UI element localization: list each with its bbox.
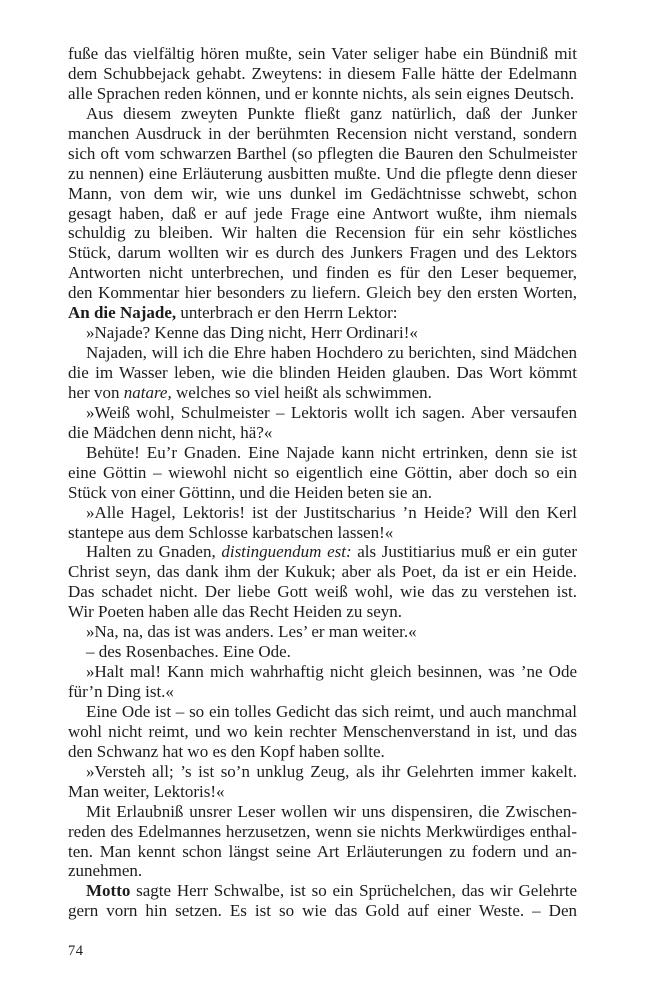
- text-line: [68, 283, 577, 303]
- text-segment: wohl nicht reimt, und wo kein rechter Menschenverstand in ist, und das: [68, 721, 577, 741]
- text-line: [68, 303, 577, 323]
- text-line: [68, 184, 577, 204]
- text-segment: Behüte! Eu’r Gnaden. Eine Najade kann nicht ertrinken, denn sie ist: [86, 442, 577, 462]
- text-segment: fuße das vielfältig hören mußte, sein Vater seliger habe ein Bündniß mit: [68, 44, 577, 63]
- text-segment: als Justitiarius muß er ein guter: [351, 542, 578, 562]
- text-line: [68, 323, 577, 343]
- text-line: [68, 483, 577, 503]
- text-line: [68, 383, 577, 403]
- text-segment: ten. Man kennt schon längst seine Art Erläuterungen zu fodern und an-: [68, 841, 577, 861]
- text-segment: distinguendum est:: [221, 542, 352, 562]
- text-segment: Eine Ode ist – so ein tolles Gedicht das sich reimt, und auch manchmal: [86, 701, 577, 721]
- text-segment: zu nennen) eine Erläuterung ausbitten mußte. Und die pflegte denn dieser: [68, 163, 577, 183]
- text-segment: Najaden, will ich die Ehre haben Hochdero zu berichten, sind Mädchen: [86, 343, 577, 363]
- text-segment: Antworten nicht unterbrechen, und finden es für den Leser bequemer,: [68, 263, 577, 283]
- text-segment: Das schadet nicht. Der liebe Gott weiß wohl, wie das zu verstehen ist.: [68, 582, 577, 602]
- text-line: [68, 842, 577, 862]
- text-segment: sich oft vom schwarzen Barthel (so pflegten die Bauren den Schulmeister: [68, 143, 577, 163]
- text-segment: Man weiter, Lektoris!«: [68, 781, 225, 801]
- text-line: [68, 164, 577, 184]
- text-line: [68, 562, 577, 582]
- text-segment: alle Sprachen reden können, und er konnte nichts, als sein eignes Deutsch.: [68, 83, 575, 103]
- text-segment: Mit Erlaubniß unsrer Leser wollen wir uns dispensiren, die Zwischen-: [86, 801, 577, 821]
- text-line: [68, 423, 577, 443]
- text-line: [68, 263, 577, 283]
- text-segment: Halten zu Gnaden,: [86, 542, 222, 562]
- text-line: [68, 443, 577, 463]
- text-line: [68, 124, 577, 144]
- text-segment: die im Wasser leben, wie die blinden Heiden glauben. Das Wort kömmt: [68, 363, 577, 382]
- text-segment: die Mädchen denn nicht, hä?«: [68, 422, 273, 442]
- text-line: [68, 104, 577, 124]
- text-segment: »Halt mal! Kann mich wahrhaftig nicht gleich besinnen, was ’ne Ode: [86, 662, 577, 682]
- text-segment: zunehmen.: [68, 861, 143, 881]
- text-segment: »Alle Hagel, Lektoris! ist der Justitscharius ’n Heide? Will den Kerl: [86, 502, 577, 522]
- text-segment: Aus diesem zweyten Punkte fließt ganz natürlich, daß der Junker: [86, 103, 577, 123]
- text-segment: sagte Herr Schwalbe, ist so ein Sprüchelchen, das wir Gelehrte: [130, 881, 577, 901]
- text-segment: »Na, na, das ist was anders. Les’ er man weiter.«: [86, 622, 417, 642]
- text-line: [68, 662, 577, 682]
- text-segment: Stück von einer Göttinn, und die Heiden beten sie an.: [68, 482, 432, 502]
- text-segment: her von: [68, 382, 124, 402]
- text-segment: schuldig zu bleiben. Wir halten die Recension für ein sehr köstliches: [68, 223, 577, 243]
- text-line: [68, 742, 577, 762]
- text-segment: unterbrach er den Herrn Lektor:: [176, 303, 398, 323]
- text-line: [68, 503, 577, 523]
- text-line: [68, 861, 577, 881]
- text-segment: welches so viel heißt als schwimmen.: [171, 382, 432, 402]
- text-line: [68, 223, 577, 243]
- text-segment: den Kommentar hier besonders zu liefern. Gleich bey den ersten Worten,: [68, 283, 577, 303]
- text-line: [68, 463, 577, 483]
- text-segment: reden des Edelmannes herzusetzen, wenn sie nichts Merkwürdiges enthal-: [68, 821, 577, 841]
- text-segment: für’n Ding ist.«: [68, 682, 174, 701]
- text-line: [68, 602, 577, 622]
- text-segment: Stück, darum wollten wir es durch des Junkers Fragen und des Lektors: [68, 243, 577, 263]
- text-segment: »Versteh all; ’s ist so’n unklug Zeug, als ihr Gelehrten immer kakelt.: [86, 761, 577, 781]
- text-segment: Mann, von dem wir, wie uns dunkel im Gedächtnisse schwebt, schon: [68, 183, 577, 203]
- text-line: [68, 204, 577, 224]
- text-line: [68, 44, 577, 64]
- text-line: [68, 881, 577, 901]
- text-segment: Wir Poeten haben alle das Recht Heiden zu seyn.: [68, 602, 403, 622]
- text-segment: »Weiß wohl, Schulmeister – Lektoris wollt ich sagen. Aber versaufen: [86, 402, 577, 422]
- text-line: [68, 682, 577, 702]
- text-line: [68, 582, 577, 602]
- text-line: [68, 642, 577, 662]
- text-segment: »Najade? Kenne das Ding nicht, Herr Ordinari!«: [86, 323, 418, 343]
- text-line: [68, 782, 577, 802]
- text-segment: natare,: [123, 382, 172, 402]
- text-line: [68, 64, 577, 84]
- text-segment: dem Schubbejack gehabt. Zweytens: in diesem Falle hätte der Edelmann: [68, 63, 577, 83]
- text-line: [68, 542, 577, 562]
- text-line: [68, 822, 577, 842]
- text-line: [68, 622, 577, 642]
- text-segment: manchen Ausdruck in der berühmten Recension nicht verstand, sondern: [68, 123, 577, 143]
- text-line: [68, 403, 577, 423]
- text-segment: Christ seyn, das dank ihm der Kukuk; aber als Poet, da ist er ein Heide.: [68, 562, 577, 582]
- text-block: [68, 44, 577, 921]
- text-segment: Motto: [86, 881, 131, 901]
- text-line: [68, 901, 577, 921]
- text-segment: eine Göttin – wiewohl nicht so eigentlich eine Göttin, aber doch so ein: [68, 462, 577, 482]
- text-line: [68, 762, 577, 782]
- text-line: [68, 144, 577, 164]
- text-segment: stantepe aus dem Schlosse karbatschen lassen!«: [68, 522, 394, 542]
- text-line: [68, 243, 577, 263]
- text-line: [68, 523, 577, 543]
- text-line: [68, 343, 577, 363]
- text-segment: gesagt haben, daß er auf jede Frage eine Antwort wußte, ihm niemals: [68, 203, 577, 223]
- text-segment: An die Najade,: [68, 303, 177, 323]
- text-line: [68, 722, 577, 742]
- page-number: 74: [68, 943, 84, 959]
- text-line: [68, 363, 577, 383]
- text-segment: – des Rosenbaches. Eine Ode.: [86, 642, 291, 662]
- text-line: [68, 84, 577, 104]
- text-line: [68, 702, 577, 722]
- text-line: [68, 802, 577, 822]
- text-segment: gern vorn hin setzen. Es ist so wie das Gold auf einer Weste. – Den: [68, 901, 577, 921]
- text-segment: den Schwanz hat wo es den Kopf haben sollte.: [68, 741, 385, 761]
